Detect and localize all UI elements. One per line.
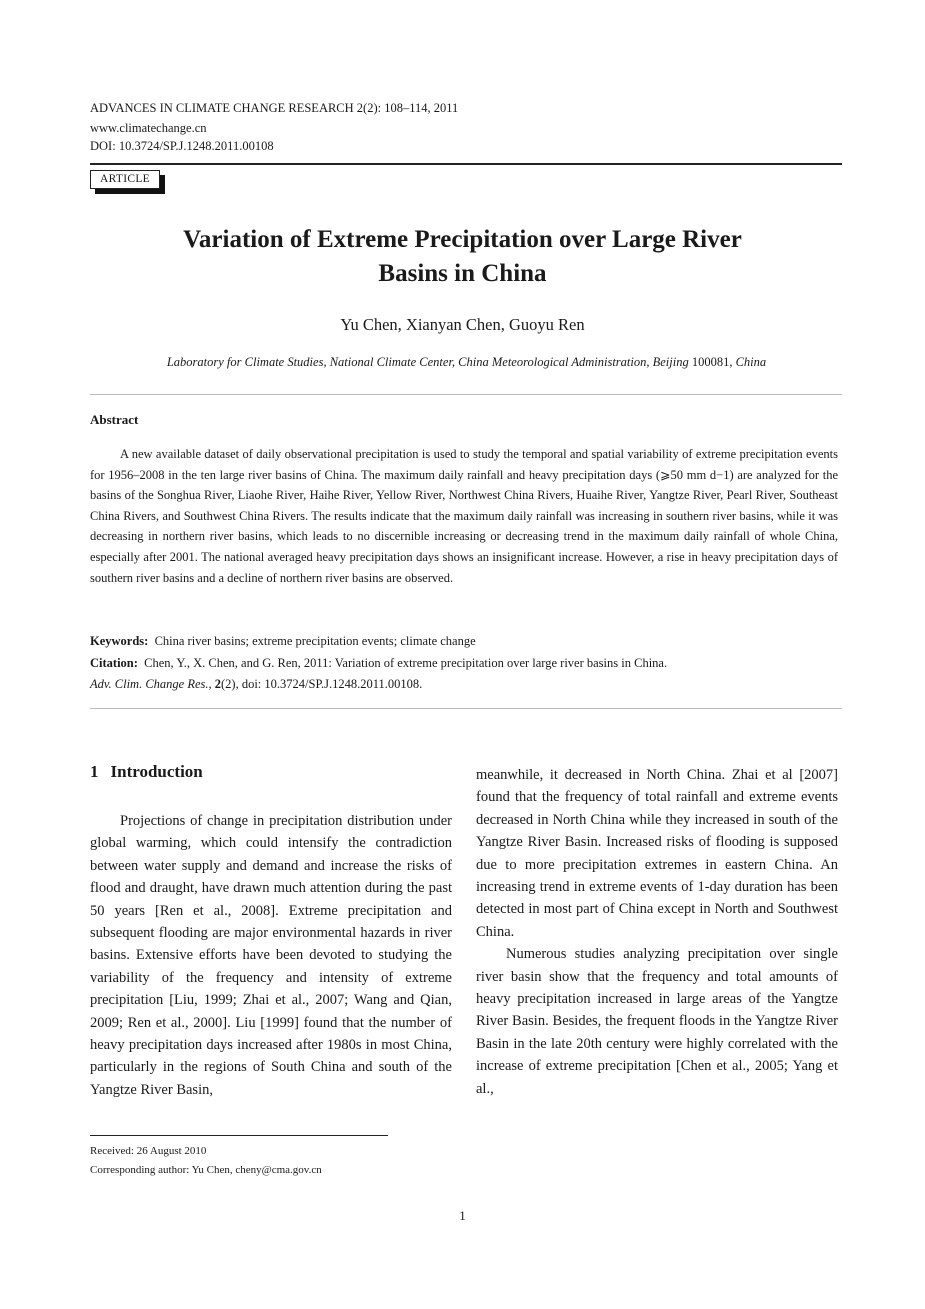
citation-label: Citation:	[90, 656, 138, 670]
received-note: Received: 26 August 2010	[90, 1145, 207, 1157]
keywords	[90, 631, 842, 652]
abstract-heading: Abstract	[90, 412, 139, 427]
website-line: www.climatechange.cn	[90, 121, 207, 135]
left-column	[90, 810, 452, 1101]
authors: Yu Chen, Xianyan Chen, Guoyu Ren	[340, 315, 585, 334]
citation-rest: (2), doi: 10.3724/SP.J.1248.2011.00108.	[221, 677, 423, 691]
section-title: Introduction	[110, 762, 203, 781]
affiliation	[90, 355, 843, 370]
title-line-1: Variation of Extreme Precipitation over Large River	[183, 226, 742, 253]
header-rule	[90, 163, 842, 165]
right-column	[476, 764, 838, 1100]
citation: Citation: Chen, Y., X. Chen, and G. Ren, 2011: Variation of extreme precipitation over large river basins in China. Adv. Clim. Change Res., 2(2), doi: 10.3724/SP.J.1248.2011.00108.	[90, 656, 668, 691]
abstract-body	[90, 444, 838, 588]
affiliation-country: China	[735, 355, 767, 369]
intro-paragraph-1: Projections of change in precipitation distribution under global warming, which could intensify the contradiction between water supply and demand and increase the risks of flood and draught, have drawn much attention during the past 50 years [Ren et al., 2008]. Extreme precipitation and subsequent flooding are major environmental hazards in river basins. Extensive efforts have been devoted to studying the variability of the frequency and intensity of extreme precipitation [Liu, 1999; Zhai et al., 2007; Wang and Qian, 2009; Ren et al., 2000]. Liu [1999] found that the number of heavy precipitation days increased after 1980s in most China, particularly in the regions of South China and south of the Yangtze River Basin,	[90, 813, 452, 1098]
section-heading	[90, 762, 203, 782]
doi-line: DOI: 10.3724/SP.J.1248.2011.00108	[90, 139, 274, 153]
intro-paragraph-3: Numerous studies analyzing precipitation over single river basin show that the frequency and total amounts of heavy precipitation increased in large areas of the Yangtze River Basin. Besides, the frequent floods in the Yangtze River Basin in the late 20th century were highly correlated with the increase of extreme precipitation [Chen et al., 2005; Yang et al.,	[476, 946, 838, 1097]
affiliation-lab: Laboratory for Climate Studies, National Climate Center, China Meteorological Administration, Beijing	[166, 355, 689, 369]
abstract-text: A new available dataset of daily observational precipitation is used to study the temporal and spatial variability of extreme precipitation events for 1956–2008 in the ten large river basins of China. The maximum daily rainfall and heavy precipitation days (⩾50 mm d−1) are analyzed for the basins of the Songhua River, Liaohe River, Haihe River, Yellow River, Northwest China Rivers, Huaihe River, Yangtze River, Pearl River, Southeast China Rivers, and Southwest China Rivers. The results indicate that the maximum daily rainfall was increasing in southern river basins, while it was decreasing in northern river basins, which leads to no discernible increasing or decreasing trend in the maximum daily rainfall of whole China, especially after 2001. The national averaged heavy precipitation days shows an insignificant increase. However, a rise in heavy precipitation days of southern river basins and a decline of northern river basins are observed.	[90, 447, 838, 585]
keywords-label: Keywords:	[90, 634, 149, 648]
abstract-bottom-rule	[90, 708, 842, 709]
article-badge: ARTICLE	[90, 170, 160, 189]
abstract-top-rule	[90, 394, 842, 395]
citation-volume: 2	[214, 677, 221, 691]
title-line-2: Basins in China	[378, 260, 547, 287]
affiliation-postcode: 100081,	[691, 355, 733, 369]
paper-title	[90, 223, 835, 291]
intro-paragraph-2: meanwhile, it decreased in North China. Zhai et al [2007] found that the frequency of total rainfall and extreme events decreased in North China while they increased in south of the Yangtze River Basin. Increased risks of flooding is supposed due to more precipitation extremes in eastern China. An increasing trend in extreme events of 1-day duration has been detected in most part of China except in North and Southwest China.	[476, 767, 838, 940]
citation-text: Chen, Y., X. Chen, and G. Ren, 2011: Variation of extreme precipitation over large river basins in China.	[144, 656, 668, 670]
citation-journal: Adv. Clim. Change Res.	[90, 677, 209, 691]
corresponding-note: Corresponding author: Yu Chen, cheny@cma.gov.cn	[90, 1164, 322, 1176]
footnote-rule	[90, 1135, 388, 1136]
journal-line: ADVANCES IN CLIMATE CHANGE RESEARCH 2(2): 108–114, 2011	[90, 101, 459, 115]
page-number: 1	[459, 1208, 466, 1223]
keywords-text: China river basins; extreme precipitation events; climate change	[154, 634, 476, 648]
section-number: 1	[90, 762, 99, 781]
